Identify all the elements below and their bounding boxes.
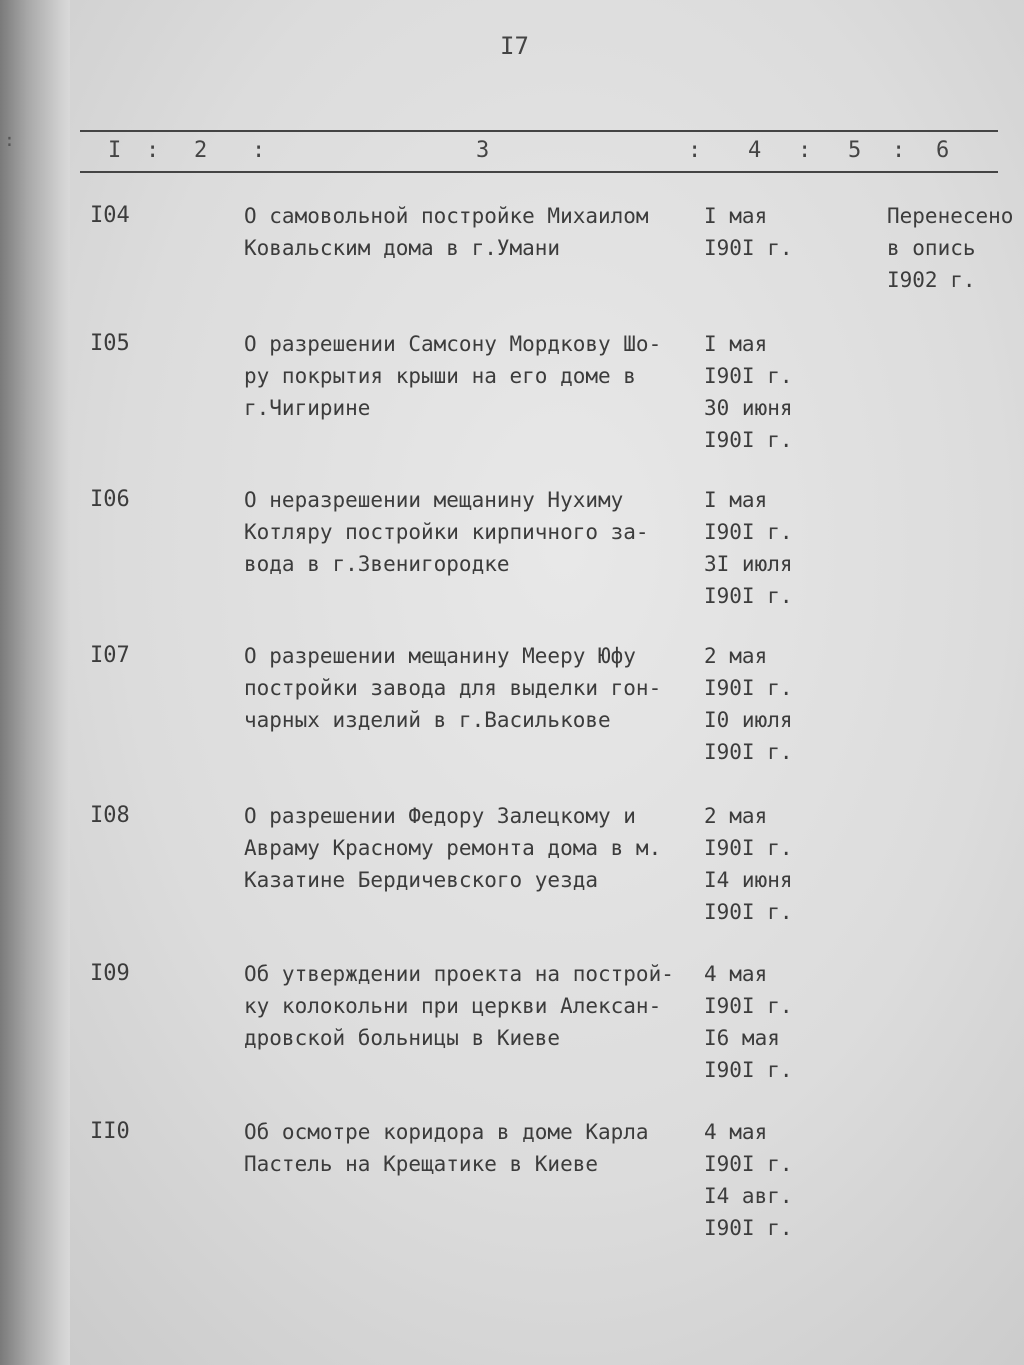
- entry-description: [244, 484, 694, 580]
- entry-dates-line: I90I г.: [704, 740, 793, 764]
- entry-dates-line: I4 авг.: [704, 1184, 793, 1208]
- entry-description: [244, 328, 694, 424]
- entry-description-line: ру покрытия крыши на его доме в: [244, 364, 636, 388]
- column-separator: :: [892, 138, 906, 163]
- entry-dates-line: I90I г.: [704, 584, 793, 608]
- entry-number: II0: [90, 1119, 130, 1144]
- entry-dates-line: I0 июля: [704, 708, 793, 732]
- entry-description-line: О разрешении мещанину Мееру Юфу: [244, 644, 636, 668]
- entry-dates-line: 2 мая: [704, 804, 768, 828]
- entry-description-line: О неразрешении мещанину Нухиму: [244, 488, 624, 512]
- entry-number: I05: [90, 331, 130, 356]
- entry-dates-line: I мая: [704, 488, 768, 512]
- entry-dates-line: 30 июня: [704, 396, 793, 420]
- entry-description-line: Казатине Бердичевского уезда: [244, 868, 599, 892]
- entry-description: [244, 200, 694, 264]
- entry-dates-line: I90I г.: [704, 236, 793, 260]
- entry-dates-line: I90I г.: [704, 994, 793, 1018]
- entry-dates-line: 2 мая: [704, 644, 768, 668]
- spine-marks: :: [4, 130, 15, 151]
- entry-description-line: дровской больницы в Киеве: [244, 1026, 561, 1050]
- entry-number: I07: [90, 643, 130, 668]
- entry-dates-line: I90I г.: [704, 520, 793, 544]
- entry-dates: [704, 800, 824, 928]
- entry-note: [887, 200, 1017, 296]
- column-separator: :: [252, 138, 266, 163]
- column-separator: :: [798, 138, 812, 163]
- entry-dates-line: I90I г.: [704, 676, 793, 700]
- entry-description-line: ку колокольни при церкви Алексан-: [244, 994, 662, 1018]
- entry-description-line: Пастель на Крещатике в Киеве: [244, 1152, 599, 1176]
- entry-dates-line: I90I г.: [704, 1058, 793, 1082]
- entry-dates: [704, 200, 824, 264]
- column-header-6: 6: [936, 138, 950, 163]
- entry-description-line: Об утверждении проекта на построй-: [244, 962, 674, 986]
- entry-number: I04: [90, 203, 130, 228]
- entry-dates-line: 3I июля: [704, 552, 793, 576]
- entry-number: I08: [90, 803, 130, 828]
- entry-note-line: в опись: [887, 236, 976, 260]
- entry-dates-line: I90I г.: [704, 836, 793, 860]
- entry-dates-line: I90I г.: [704, 428, 793, 452]
- column-separator: :: [688, 138, 702, 163]
- entry-dates-line: I90I г.: [704, 364, 793, 388]
- entry-dates-line: 4 мая: [704, 1120, 768, 1144]
- entry-description-line: О самовольной постройке Михаилом: [244, 204, 649, 228]
- header-top-rule: [80, 130, 998, 132]
- column-header-5: 5: [848, 138, 862, 163]
- entry-dates: [704, 958, 824, 1086]
- entry-description-line: О разрешении Самсону Мордкову Шо-: [244, 332, 662, 356]
- entry-dates-line: I90I г.: [704, 1152, 793, 1176]
- entry-dates-line: 4 мая: [704, 962, 768, 986]
- entry-note-line: I902 г.: [887, 268, 976, 292]
- entry-description-line: Котляру постройки кирпичного за-: [244, 520, 649, 544]
- entry-dates: [704, 1116, 824, 1244]
- column-header-2: 2: [194, 138, 208, 163]
- entry-description: [244, 800, 694, 896]
- entry-description-line: Авраму Красному ремонта дома в м.: [244, 836, 662, 860]
- header-bottom-rule: [80, 171, 998, 173]
- column-header-3: 3: [476, 138, 490, 163]
- entry-description-line: постройки завода для выделки гон-: [244, 676, 662, 700]
- entry-description-line: чарных изделий в г.Василькове: [244, 708, 611, 732]
- entry-dates-line: I90I г.: [704, 900, 793, 924]
- column-header-row: [80, 134, 998, 168]
- entry-description-line: О разрешении Федору Залецкому и: [244, 804, 636, 828]
- entry-dates-line: I мая: [704, 332, 768, 356]
- entry-description-line: Ковальским дома в г.Умани: [244, 236, 561, 260]
- entry-dates-line: I4 июня: [704, 868, 793, 892]
- entry-number: I06: [90, 487, 130, 512]
- entry-dates-line: I6 мая: [704, 1026, 780, 1050]
- entry-number: I09: [90, 961, 130, 986]
- entry-dates-line: I мая: [704, 204, 768, 228]
- entry-dates: [704, 328, 824, 456]
- entry-dates: [704, 484, 824, 612]
- column-header-4: 4: [748, 138, 762, 163]
- entry-note-line: Перенесено: [887, 204, 1014, 228]
- column-separator: :: [146, 138, 160, 163]
- entry-dates: [704, 640, 824, 768]
- entry-dates-line: I90I г.: [704, 1216, 793, 1240]
- entry-description: [244, 640, 694, 736]
- entry-description: [244, 1116, 694, 1180]
- column-header-1: I: [108, 138, 122, 163]
- entry-description-line: г.Чигирине: [244, 396, 371, 420]
- entry-description-line: вода в г.Звенигородке: [244, 552, 510, 576]
- page-number: I7: [500, 32, 529, 60]
- entry-description-line: Об осмотре коридора в доме Карла: [244, 1120, 649, 1144]
- book-spine-shadow: [0, 0, 70, 1365]
- entry-description: [244, 958, 694, 1054]
